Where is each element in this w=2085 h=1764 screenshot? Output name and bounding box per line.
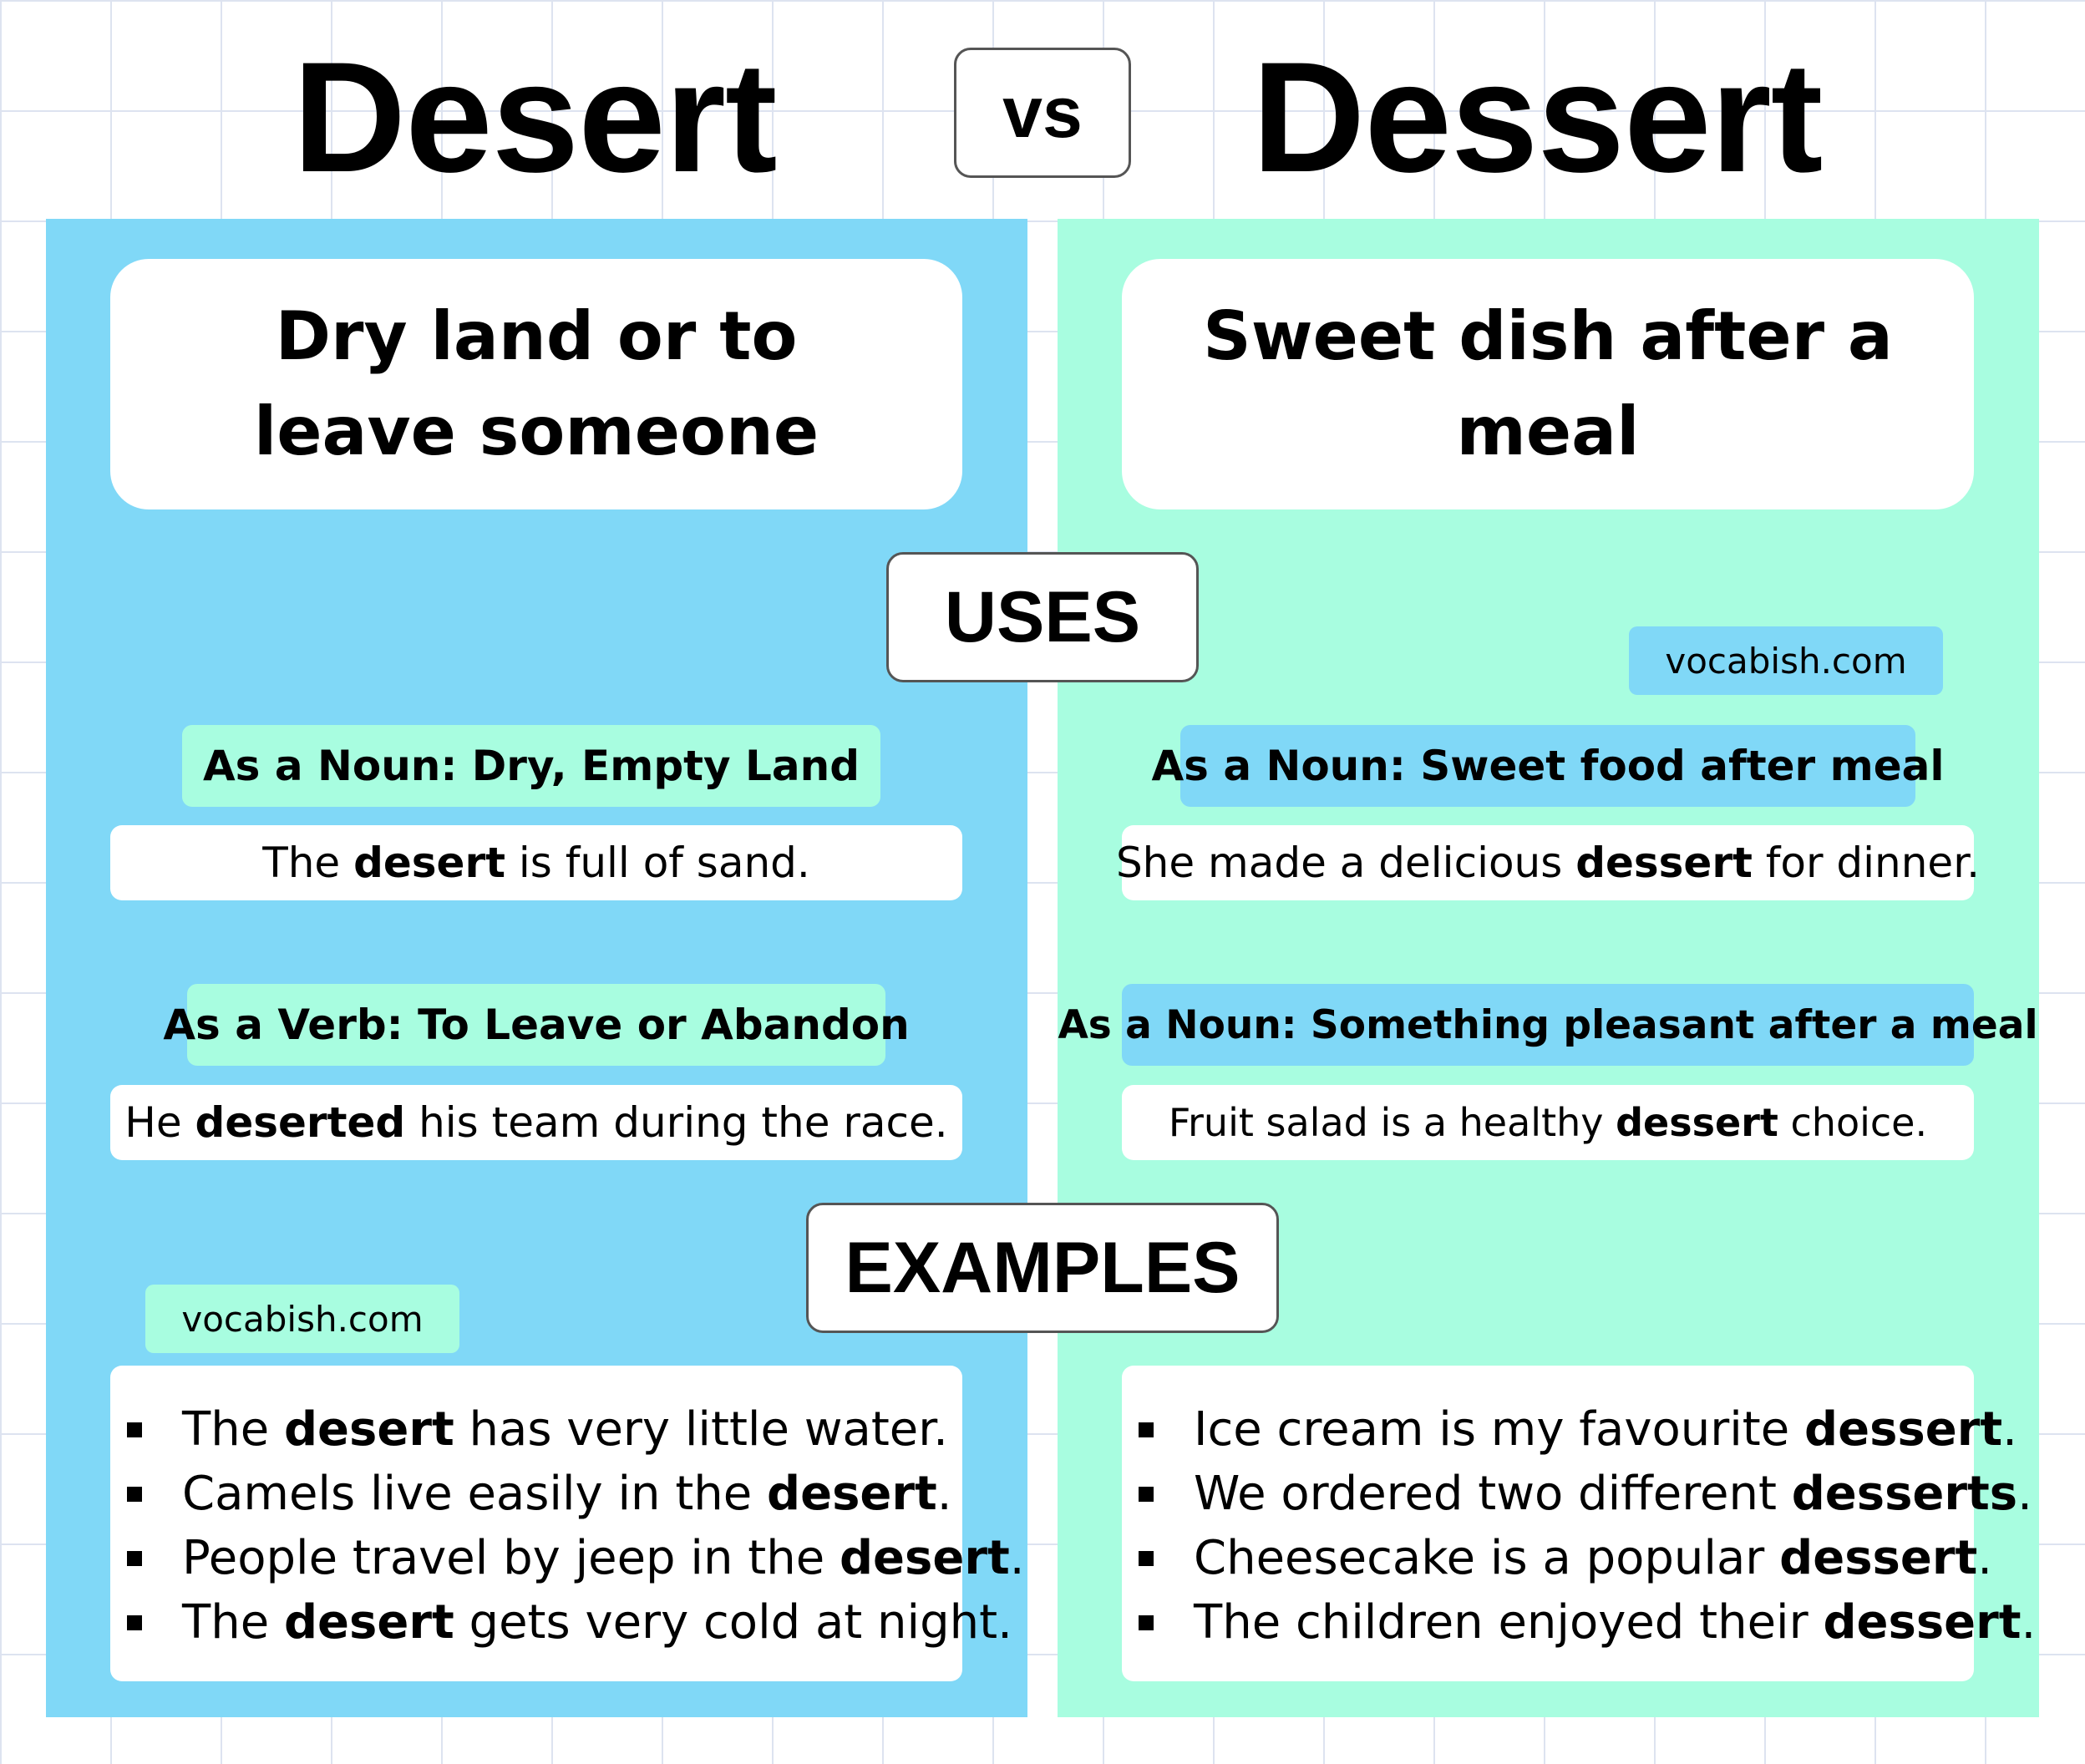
watermark-left: vocabish.com — [145, 1285, 459, 1353]
example-text: . — [1977, 1531, 1993, 1585]
example-text: We ordered two different — [1194, 1467, 1792, 1521]
bullet-icon — [1139, 1422, 1154, 1437]
example-text: . — [2017, 1467, 2032, 1521]
list-item — [110, 1397, 962, 1462]
list-item — [110, 1526, 1025, 1590]
bullet-icon — [1139, 1551, 1154, 1566]
example-text: Cheesecake is a popular — [1194, 1531, 1780, 1585]
sentence-text: He — [124, 1098, 195, 1147]
uses-label-text: USES — [944, 576, 1141, 657]
example-keyword: desert — [283, 1595, 454, 1650]
desert-examples — [110, 1366, 1025, 1681]
sentence-keyword: dessert — [1575, 839, 1753, 887]
desert-use-sentence-noun — [110, 825, 962, 900]
example-text: gets very cold at night. — [454, 1595, 1012, 1650]
example-text: The children enjoyed their — [1194, 1595, 1824, 1650]
example-text: . — [936, 1467, 952, 1521]
sentence-keyword: deserted — [195, 1098, 406, 1147]
desert-use-label-verb: As a Verb: To Leave or Abandon — [187, 984, 885, 1066]
sentence-text: is full of sand. — [505, 839, 810, 887]
sentence-text: The — [262, 839, 354, 887]
example-text: Camels live easily in the — [182, 1467, 768, 1521]
example-keyword: dessert — [1804, 1402, 2003, 1457]
example-text: . — [2021, 1595, 2037, 1650]
example-keyword: dessert — [1823, 1595, 2022, 1650]
sentence-text: Fruit salad is a healthy — [1168, 1100, 1616, 1145]
example-text: People travel by jeep in the — [182, 1531, 840, 1585]
examples-label-text: EXAMPLES — [845, 1227, 1240, 1308]
list-item — [1122, 1526, 1993, 1590]
dessert-use-sentence-2 — [1122, 1085, 1974, 1160]
list-item — [110, 1590, 1012, 1655]
example-text: . — [1009, 1531, 1025, 1585]
example-text: . — [2002, 1402, 2017, 1457]
bullet-icon — [127, 1551, 142, 1566]
sentence-text: for dinner. — [1752, 839, 1981, 887]
vs-label: vs — [1002, 72, 1083, 153]
bullet-icon — [127, 1487, 142, 1502]
dessert-use-sentence-1 — [1115, 825, 1981, 900]
list-item — [1122, 1462, 2032, 1526]
watermark-right: vocabish.com — [1629, 626, 1943, 695]
sentence-text: his team during the race. — [405, 1098, 948, 1147]
example-text: has very little water. — [454, 1402, 948, 1457]
example-text: The — [182, 1402, 284, 1457]
dessert-use-label-noun-1: As a Noun: Sweet food after meal — [1180, 725, 1915, 807]
example-text: Ice cream is my favourite — [1194, 1402, 1805, 1457]
sentence-text: She made a delicious — [1115, 839, 1576, 887]
sentence-text: choice. — [1778, 1100, 1928, 1145]
title-desert: Desert — [292, 29, 777, 205]
sentence-keyword: desert — [353, 839, 506, 887]
dessert-definition: Sweet dish after a meal — [1122, 259, 1974, 509]
uses-label — [886, 552, 1199, 682]
sentence-keyword: dessert — [1616, 1100, 1778, 1145]
desert-use-sentence-verb — [110, 1085, 962, 1160]
bullet-icon — [127, 1422, 142, 1437]
vs-badge — [954, 48, 1131, 178]
example-keyword: desert — [839, 1531, 1010, 1585]
example-keyword: desert — [767, 1467, 937, 1521]
dessert-use-label-noun-2: As a Noun: Something pleasant after a meal — [1122, 984, 1974, 1066]
desert-use-label-noun: As a Noun: Dry, Empty Land — [182, 725, 880, 807]
example-keyword: desserts — [1791, 1467, 2018, 1521]
list-item — [110, 1462, 962, 1526]
desert-definition: Dry land or to leave someone — [110, 259, 962, 509]
list-item — [1122, 1590, 2037, 1655]
examples-label — [806, 1203, 1279, 1333]
example-keyword: desert — [283, 1402, 454, 1457]
dessert-examples — [1122, 1366, 2037, 1681]
bullet-icon — [1139, 1615, 1154, 1630]
title-dessert: Dessert — [1251, 29, 1823, 205]
example-keyword: dessert — [1779, 1531, 1978, 1585]
bullet-icon — [127, 1615, 142, 1630]
example-text: The — [182, 1595, 284, 1650]
bullet-icon — [1139, 1487, 1154, 1502]
list-item — [1122, 1397, 2017, 1462]
